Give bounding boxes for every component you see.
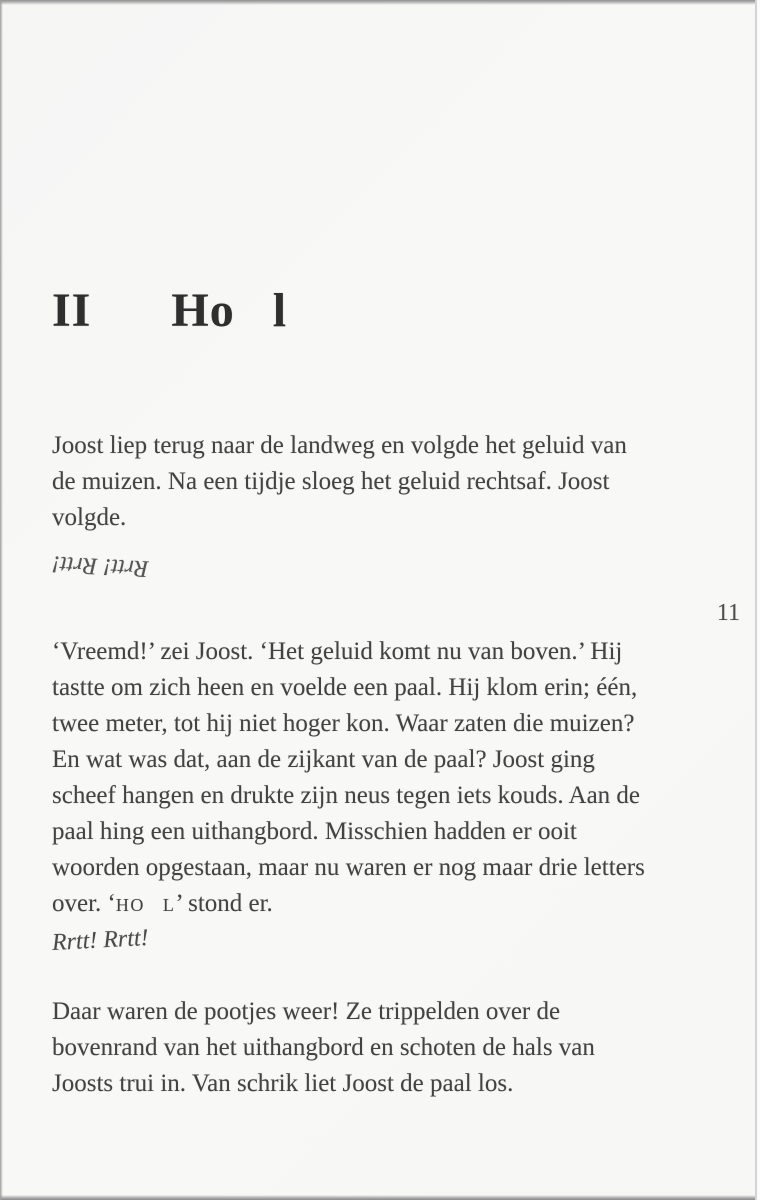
sound-effect-upright: Rrtt! Rrtt! — [51, 924, 150, 956]
paragraph-2-text-before-sign: ‘Vreemd!’ zei Joost. ‘Het geluid komt nu van boven.’ Hij tastte om zich heen en voelde een paal. Hij klom erin; één, twee meter, tot hij niet hoger kon. Waar zaten die muizen? En wat was dat, aan de zijkant van de paal? Joost ging scheef hangen en drukte zijn neus tegen iets kouds. Aan de paal hing een uithangbord. Misschien hadden er ooit woorden opgestaan, maar nu waren er nog maar drie letters over. ‘ — [52, 638, 645, 917]
chapter-heading — [52, 283, 287, 338]
chapter-number: II — [52, 284, 92, 337]
scan-edge-bottom — [0, 1195, 760, 1200]
scan-edge-top — [0, 0, 760, 5]
scan-edge-left — [0, 0, 3, 1200]
chapter-title-part-1: Ho — [171, 284, 235, 337]
chapter-title-part-2: l — [272, 284, 288, 337]
paragraph-3: Daar waren de pootjes weer! Ze trippelden over de bovenrand van het uithangbord en schoten de hals van Joosts trui in. Van schrik liet Joost de paal los. — [52, 998, 595, 1097]
scan-page-fold-line — [755, 0, 757, 1200]
sound-effect-inverted: Rrtt! Rrtt! — [51, 550, 150, 582]
signboard-text: HO L — [115, 895, 176, 915]
paragraph-1: Joost liep terug naar de landweg en volgde het geluid van de muizen. Na een tijdje sloeg het geluid rechtsaf. Joost volgde. — [52, 432, 627, 531]
page-number: 11 — [716, 600, 740, 626]
paragraph-2-text-after-sign: ’ stond er. — [175, 890, 273, 917]
paragraph-2 — [52, 634, 652, 923]
